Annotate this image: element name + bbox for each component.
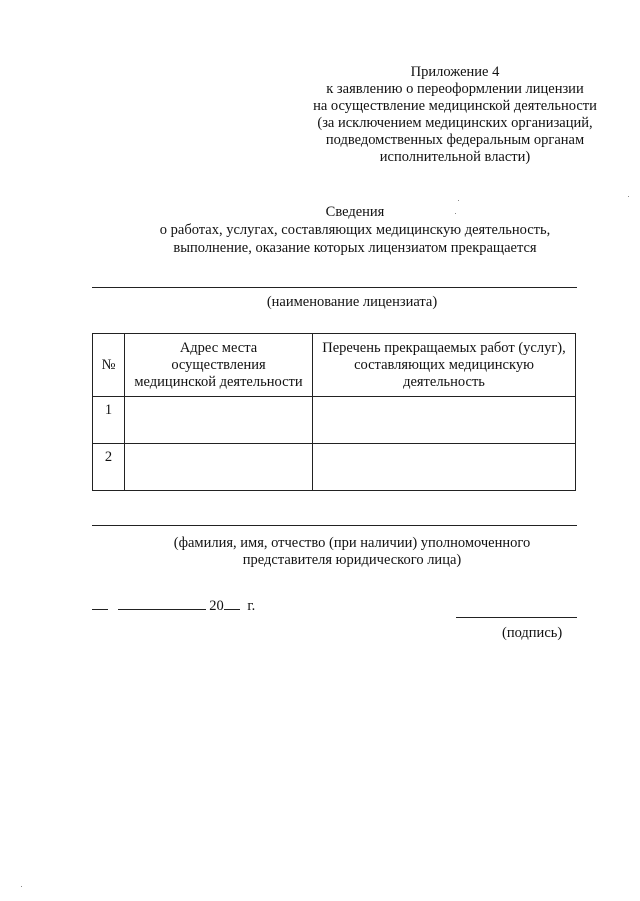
row-number: 1 (93, 397, 125, 444)
title-subline-2: выполнение, оказание которых лицензиатом прекращается (173, 240, 537, 256)
address-cell[interactable] (125, 444, 313, 491)
works-cell[interactable] (313, 397, 576, 444)
works-cell[interactable] (313, 444, 576, 491)
header-address-line: Адрес места (179, 339, 258, 356)
annex-line: подведомственных федеральным органам (325, 132, 585, 148)
annex-line: на осуществление медицинской деятельности (313, 98, 597, 114)
year-blank[interactable] (224, 596, 240, 610)
signature-line[interactable] (456, 617, 577, 618)
date-field (92, 596, 255, 615)
header-num: № (93, 334, 125, 397)
scan-speck (21, 886, 22, 887)
header-works (313, 334, 576, 397)
signature-caption: (подпись) (502, 625, 563, 641)
document-title (40, 204, 640, 221)
representative-caption (92, 535, 612, 569)
annex-line: Приложение 4 (410, 64, 500, 80)
header-works-line: Перечень прекращаемых работ (услуг), (322, 339, 566, 356)
licensee-name-line[interactable] (92, 287, 577, 288)
header-address-line: осуществления (171, 356, 266, 373)
works-table (92, 333, 576, 491)
representative-caption-line: представителя юридического лица) (242, 552, 462, 568)
table-row (93, 444, 576, 491)
header-address (125, 334, 313, 397)
table-row (93, 397, 576, 444)
licensee-caption: (наименование лицензиата) (266, 294, 438, 310)
annex-line: (за исключением медицинских организаций, (317, 115, 593, 131)
title-subline-1: о работах, услугах, составляющих медицинскую деятельность, (159, 222, 551, 238)
day-blank[interactable] (92, 596, 108, 610)
annex-header (300, 64, 610, 166)
title-text: Сведения (325, 204, 385, 220)
address-cell[interactable] (125, 397, 313, 444)
table-header-row (93, 334, 576, 397)
header-works-line: составляющих медицинскую (354, 356, 534, 373)
annex-line: к заявлению о переоформлении лицензии (326, 81, 584, 97)
month-blank[interactable] (118, 596, 206, 610)
scan-speck (628, 196, 629, 197)
scan-speck (455, 213, 456, 214)
header-address-line: медицинской деятельности (134, 373, 303, 390)
row-number: 2 (93, 444, 125, 491)
annex-line: исполнительной власти) (379, 149, 531, 165)
year-suffix: г. (247, 598, 256, 614)
header-works-line: деятельность (403, 373, 485, 390)
representative-caption-line: (фамилия, имя, отчество (при наличии) уполномоченного (173, 535, 531, 551)
scan-speck (458, 200, 459, 201)
year-prefix: 20 (209, 598, 224, 614)
representative-name-line[interactable] (92, 525, 577, 526)
